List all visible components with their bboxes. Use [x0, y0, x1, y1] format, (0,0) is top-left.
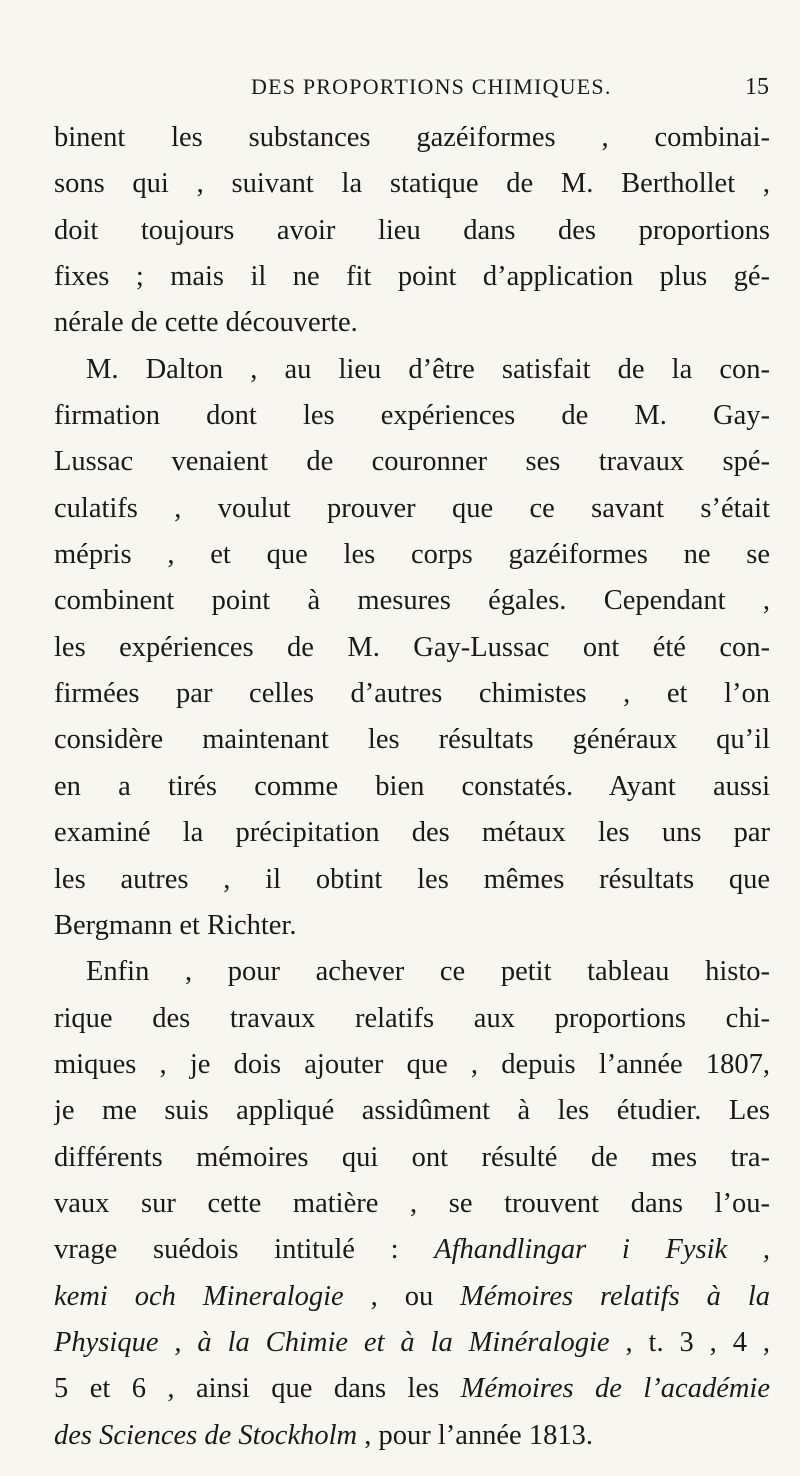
text-line — [54, 671, 770, 717]
text-span: firmation dont les expériences de M. Gay- — [54, 400, 770, 432]
italic-text: Afhandlingar i Fysik , — [434, 1234, 770, 1266]
text-span: examiné la précipitation des métaux les uns par — [54, 817, 770, 849]
running-header-title: DES PROPORTIONS CHIMIQUES. — [251, 74, 612, 99]
text-line — [54, 1413, 770, 1459]
text-line — [54, 578, 770, 624]
body-text — [54, 115, 770, 1459]
text-span: fixes ; mais il ne fit point d’application plus gé- — [54, 261, 770, 293]
text-line — [54, 717, 770, 763]
text-line — [54, 393, 770, 439]
text-line — [54, 1135, 770, 1181]
text-line — [54, 1088, 770, 1134]
text-span: combinent point à mesures égales. Cependant , — [54, 585, 770, 617]
text-line — [54, 161, 770, 207]
text-line — [54, 486, 770, 532]
text-span: doit toujours avoir lieu dans des proportions — [54, 214, 770, 246]
text-span: 5 et 6 , ainsi que dans les — [54, 1373, 461, 1405]
text-line — [54, 300, 770, 346]
text-span: M. Dalton , au lieu d’être satisfait de la con- — [86, 353, 770, 385]
text-span: sons qui , suivant la statique de M. Berthollet , — [54, 168, 770, 200]
text-span: les autres , il obtint les mêmes résultats que — [54, 863, 770, 895]
text-span: firmées par celles d’autres chimistes , et l’on — [54, 678, 770, 710]
italic-text: Physique , à la Chimie et à la Minéralogie — [54, 1326, 610, 1358]
text-line — [54, 903, 770, 949]
text-line — [54, 439, 770, 485]
text-line — [54, 115, 770, 161]
text-span: les expériences de M. Gay-Lussac ont été con- — [54, 631, 770, 663]
text-line — [54, 1366, 770, 1412]
text-line — [54, 857, 770, 903]
text-line — [54, 625, 770, 671]
text-span: Bergmann et Richter. — [54, 909, 297, 941]
text-line — [54, 996, 770, 1042]
text-line — [54, 532, 770, 578]
text-span: , t. 3 , 4 , — [609, 1326, 770, 1358]
text-line — [54, 810, 770, 856]
text-span: nérale de cette découverte. — [54, 307, 358, 339]
text-span: je me suis appliqué assidûment à les étudier. Les — [54, 1095, 770, 1127]
text-span: considère maintenant les résultats généraux qu’il — [54, 724, 770, 756]
text-span: en a tirés comme bien constatés. Ayant aussi — [54, 770, 770, 802]
text-span: mépris , et que les corps gazéiformes ne se — [54, 539, 770, 571]
text-span: binent les substances gazéiformes , combinai- — [54, 122, 770, 153]
text-line — [54, 1227, 770, 1273]
text-line — [54, 347, 770, 393]
italic-text: kemi och Mineralogie , — [54, 1280, 378, 1312]
text-span: Enfin , pour achever ce petit tableau histo- — [86, 956, 770, 988]
text-line — [54, 1181, 770, 1227]
text-span: ou — [377, 1280, 461, 1312]
text-span: vrage suédois intitulé : — [54, 1234, 435, 1266]
text-line — [54, 949, 770, 995]
text-line — [54, 764, 770, 810]
italic-text: Mémoires de l’académie — [460, 1373, 770, 1405]
text-line — [54, 1042, 770, 1088]
italic-text: des Sciences de Stockholm — [54, 1419, 358, 1451]
text-span: miques , je dois ajouter que , depuis l’année 1807, — [54, 1048, 770, 1080]
text-span: rique des travaux relatifs aux proportions chi- — [54, 1002, 770, 1034]
text-line — [54, 1320, 770, 1366]
text-span: culatifs , voulut prouver que ce savant s’était — [54, 492, 770, 524]
text-span: vaux sur cette matière , se trouvent dans l’ou- — [54, 1187, 770, 1219]
page-number: 15 — [745, 74, 769, 100]
text-span: différents mémoires qui ont résulté de mes tra- — [54, 1141, 770, 1173]
text-span: Lussac venaient de couronner ses travaux spé- — [54, 446, 770, 478]
italic-text: Mémoires relatifs à la — [460, 1280, 770, 1312]
text-line — [54, 208, 770, 254]
running-header — [251, 74, 769, 108]
text-line — [54, 254, 770, 300]
text-line — [54, 1274, 770, 1320]
text-span: , pour l’année 1813. — [357, 1419, 593, 1451]
